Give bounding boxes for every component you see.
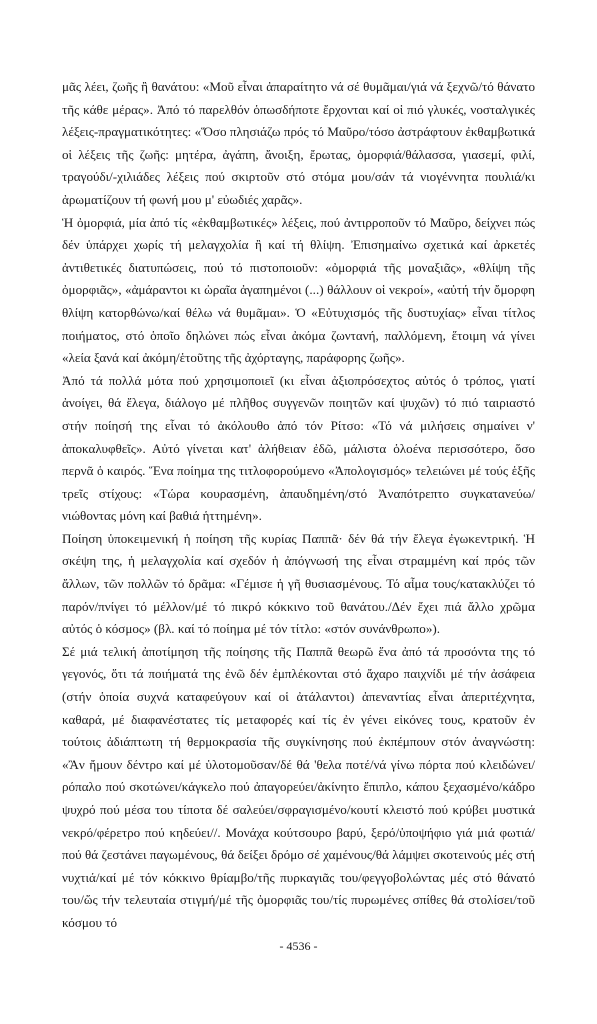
paragraph-1: μᾶς λέει, ζωῆς ἢ θανάτου: «Μοῦ εἶναι ἀπαραίτητο νά σέ θυμᾶμαι/γιά νά ξεχνῶ/τό θάνατο τῆς κάθε μέρας». Ἀπό τό παρελθόν ὁπωσδήποτε ἔρχονται καί οἱ πιό γλυκές, νοσταλγικές λέξεις-πραγματικότητες: «Ὅσο πλησιάζω πρός τό Μαῦρο/τόσο ἀστράφτουν ἐκθαμβωτικά οἱ λέξεις τῆς ζωῆς: μητέρα, ἀγάπη, ἄνοιξη, ἔρωτας, ὀμορφιά/θάλασσα, γιασεμί, φιλί, τραγούδι/-χιλιάδες λέξεις πού σκιρτοῦν στό στόμα μου/σάν τά νιογέννητα πουλιά/κι ἀρωματίζουν τή φωνή μου μ' εὐωδιές χαρᾶς». bbox=[62, 79, 535, 207]
paragraph-3: Ἀπό τά πολλά μότα πού χρησιμοποιεῖ (κι εἶναι ἀξιοπρόσεχτος αὐτός ὁ τρόπος, γιατί ἀνοίγει, θά ἔλεγα, διάλογο μέ πλῆθος συγγενῶν ποιητῶν καί ψυχῶν) τό πιό ταιριαστό στήν ποίησή της εἶναι τό ἀκόλουθο ἀπό τόν Ρίτσο: «Τό νά μιλήσεις σημαίνει ν' ἀποκαλυφθεῖς». Αὐτό γίνεται κατ' ἀλήθειαν ἐδῶ, μάλιστα ὁλοένα περισσότερο, ὅσο περνᾶ ὁ καιρός. Ἕνα ποίημα της τιτλοφορούμενο «Ἀπολογισμός» τελειώνει μέ τούς ἑξῆς τρεῖς στίχους: «Τώρα κουρασμένη, ἀπαυδημένη/στό Ἀναπότρεπτο συγκατανεύω/νιώθοντας μόνη καί βαθιά ἡττημένη». bbox=[62, 372, 535, 524]
page-number: - 4536 - bbox=[279, 939, 318, 953]
paragraph-2: Ἡ ὀμορφιά, μία ἀπό τίς «ἐκθαμβωτικές» λέξεις, πού ἀντιρροποῦν τό Μαῦρο, δείχνει πώς δέν ὑπάρχει χωρίς τή μελαγχολία ἢ καί τή θλίψη. Ἐπισημαίνω σχετικά καί ἀρκετές ἀντιθετικές διατυπώσεις, πού τό πιστοποιοῦν: «ὀμορφιά τῆς μοναξιᾶς», «θλίψη τῆς ὀμορφιᾶς», «ἀμάραντοι κι ὡραῖα ἀγαπημένοι (...) θάλλουν οἱ νεκροί», «αὐτή τήν ὄμορφη θλίψη κατορθώνω/καί θέλω νά θυμᾶμαι». Ὁ «Εὐτυχισμός τῆς δυστυχίας» εἶναι τίτλος ποιήματος, στό ὁποῖο δηλώνει πώς εἶναι ἀκόμα ζωντανή, παλλόμενη, ἕτοιμη νά γίνει «λεία ξανά καί ἀκόμη/ἑτοῦτης τῆς ἀχόρταγης, παράφορης ζωῆς». bbox=[62, 214, 535, 366]
paragraph-4: Ποίηση ὑποκειμενική ἡ ποίηση τῆς κυρίας Παππᾶ· δέν θά τήν ἔλεγα ἐγωκεντρική. Ἡ σκέψη της, ἡ μελαγχολία καί σχεδόν ἡ ἀπόγνωσή της εἶναι στραμμένη καί πρός τῶν ἄλλων, τῶν πολλῶν τό δρᾶμα: «Γέμισε ἡ γῆ θυσιασμένους. Τό αἷμα τους/κατακλύζει τό παρόν/πνίγει τό μέλλον/μέ τό πικρό κόκκινο τοῦ θανάτου./Δέν ἔχει πιά ἄλλο χρῶμα αὐτός ὁ κόσμος» (βλ. καί τό ποίημα μέ τόν τίτλο: «στόν συνάνθρωπο»). bbox=[62, 530, 535, 637]
paragraph-5: Σέ μιά τελική ἀποτίμηση τῆς ποίησης τῆς Παππᾶ θεωρῶ ἕνα ἀπό τά προσόντα της τό γεγονός, ὅτι τά ποιήματά της ἐνῶ δέν ἐμπλέκονται στό ἄχαρο παιχνίδι μέ τήν ἀσάφεια (στήν ὁποία συχνά καταφεύγουν καί οἱ ἀτάλαντοι) ἀπεναντίας εἶναι ἀπεριτέχνητα, καθαρά, μέ διαφανέστατες τίς μεταφορές καί τίς ἐν γένει εἰκόνες τους, κρατοῦν ἐν τούτοις ἀδιάπτωτη τή θερμοκρασία τῆς συγκίνησης πού ἐκπέμπουν στόν ἀναγνώστη: «Ἂν ἤμουν δέντρο καί μέ ὑλοτομοῦσαν/δέ θά 'θελα ποτέ/νά γίνω πόρτα πού κλειδώνει/ρόπαλο πού σκοτώνει/κάγκελο πού ἀπαγορεύει/ἀκίνητο ἔπιπλο, κάπου ξεχασμένο/κάδρο ψυχρό πού μέσα του τίποτα δέ σαλεύει/σφραγισμένο/κουτί κλειστό πού κρύβει μυστικά νεκρό/φέρετρο πού κηδεύει//. Μονάχα κούτσουρο βαρύ, ξερό/ὑποψήφιο γιά μιά φωτιά/πού θά ζεστάνει παγωμένους, θά δείξει δρόμο σέ χαμένους/θά λάμψει σκοτεινούς μές στή νυχτιά/καί μέ τόν κόκκινο θρίαμβο/τῆς πυρκαγιᾶς του/φεγγοβολώντας μές στό θάνατό του/ὥς τήν τελευταία στιγμή/μέ τῆς ὀμορφιᾶς του/τίς πυρωμένες σπίθες θά στολίσει/τοῦ κόσμου τό bbox=[62, 643, 535, 930]
page-body bbox=[62, 76, 535, 935]
